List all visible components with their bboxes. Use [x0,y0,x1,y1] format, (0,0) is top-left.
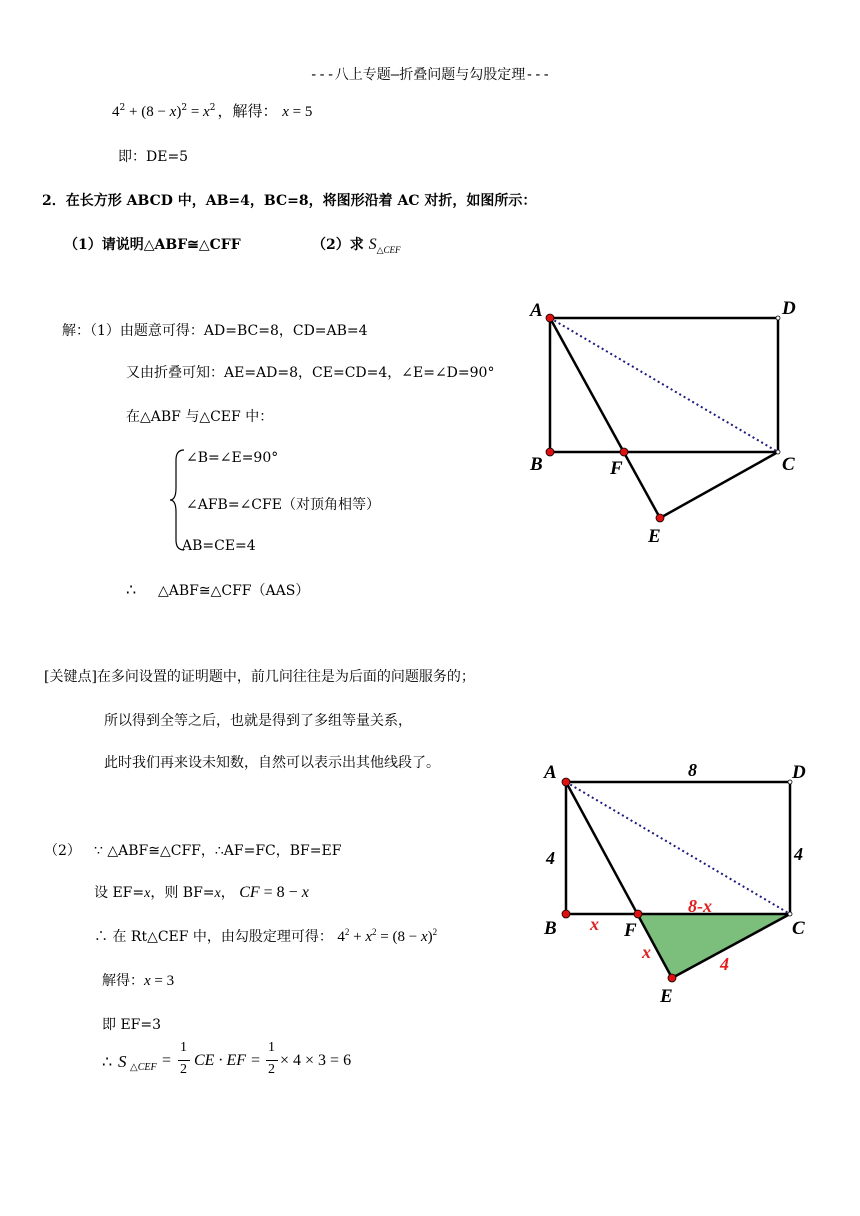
left-brace-icon [168,448,188,552]
label-c: C [782,454,795,475]
length-ec: 4 [720,954,729,974]
label-e: E [660,986,673,1007]
page-header: ---八上专题—折叠问题与勾股定理--- [309,67,551,83]
point-e [668,974,676,982]
point-b [562,910,570,918]
solution2-line2: 设 EF=x，则 BF=x， CF = 8 − x [94,884,309,901]
point-f [634,910,642,918]
length-fc: 8-x [688,896,712,916]
prev-equation: $4^2 + (8 - x)^2 = x^2$ ，解得： x = 5 [112,102,313,120]
label-b: B [530,454,543,475]
problem-statement: 2．在长方形 ABCD 中，AB=4，BC=8，将图形沿着 AC 对折，如图所示： [42,193,537,209]
length-dc: 4 [794,844,803,864]
label-e: E [648,526,661,547]
triangle-cef-fill [638,914,790,978]
length-fe: x [642,942,651,962]
figure-2-fold-diagram [530,752,820,1012]
point-a [546,314,554,322]
figure-1-fold-diagram [520,290,810,550]
keypoint-line1: [关键点]在多问设置的证明题中，前几问往往是为后面的问题服务的； [44,669,475,685]
label-d: D [782,298,796,319]
solution1-conclusion: △ABF≅△CFF（AAS） [158,583,310,599]
keypoint-line2: 所以得到全等之后，也就是得到了多组等量关系， [104,713,412,729]
question-1: （1）请说明△ABF≅△CFF [64,237,241,253]
segment-ae [550,318,660,518]
therefore-symbol: ∴ [126,580,137,599]
length-ad: 8 [688,760,697,780]
solution2-label: （2） [44,843,81,859]
solution2-line4: 解得：x = 3 [102,973,175,989]
point-b [546,448,554,456]
condition-angle-vertical: ∠AFB=∠CFE（对顶角相等） [186,497,380,513]
label-d: D [792,762,806,783]
point-f [620,448,628,456]
solution1-line1: 解：（1）由题意可得：AD=BC=8，CD=AB=4 [62,323,368,339]
label-f: F [624,920,637,941]
label-b: B [544,918,557,939]
question-2: （2）求 $S_{\triangle CEF}$ [312,236,401,255]
segment-ae [566,782,672,978]
label-a: A [530,300,543,321]
label-f: F [610,458,623,479]
label-c: C [792,918,805,939]
condition-angle-be: ∠B=∠E=90° [186,450,279,466]
point-a [562,778,570,786]
segment-ec [660,452,778,518]
diagonal-ac [566,782,790,914]
prev-de-result: 即：DE=5 [118,149,189,165]
keypoint-line3: 此时我们再来设未知数，自然可以表示出其他线段了。 [104,755,440,771]
solution2-line1: ∵ △ABF≅△CFF，∴AF=FC，BF=EF [94,843,342,859]
label-a: A [544,762,557,783]
solution2-line5: 即 EF=3 [102,1017,162,1033]
length-ab: 4 [546,848,555,868]
condition-side-ab-ce: AB=CE=4 [182,538,256,554]
point-e [656,514,664,522]
diagonal-ac [550,318,778,452]
point-d [776,316,780,320]
solution1-line2: 又由折叠可知：AE=AD=8，CE=CD=4，∠E=∠D=90° [126,365,495,381]
solution1-line3: 在△ABF 与△CEF 中： [126,409,274,425]
point-c [776,450,780,454]
solution2-line3: ∴ 在 Rt△CEF 中，由勾股定理可得： $4^2 + x^2 = (8 - x)^2$ [94,927,438,945]
point-c [788,912,792,916]
length-bf: x [590,914,599,934]
